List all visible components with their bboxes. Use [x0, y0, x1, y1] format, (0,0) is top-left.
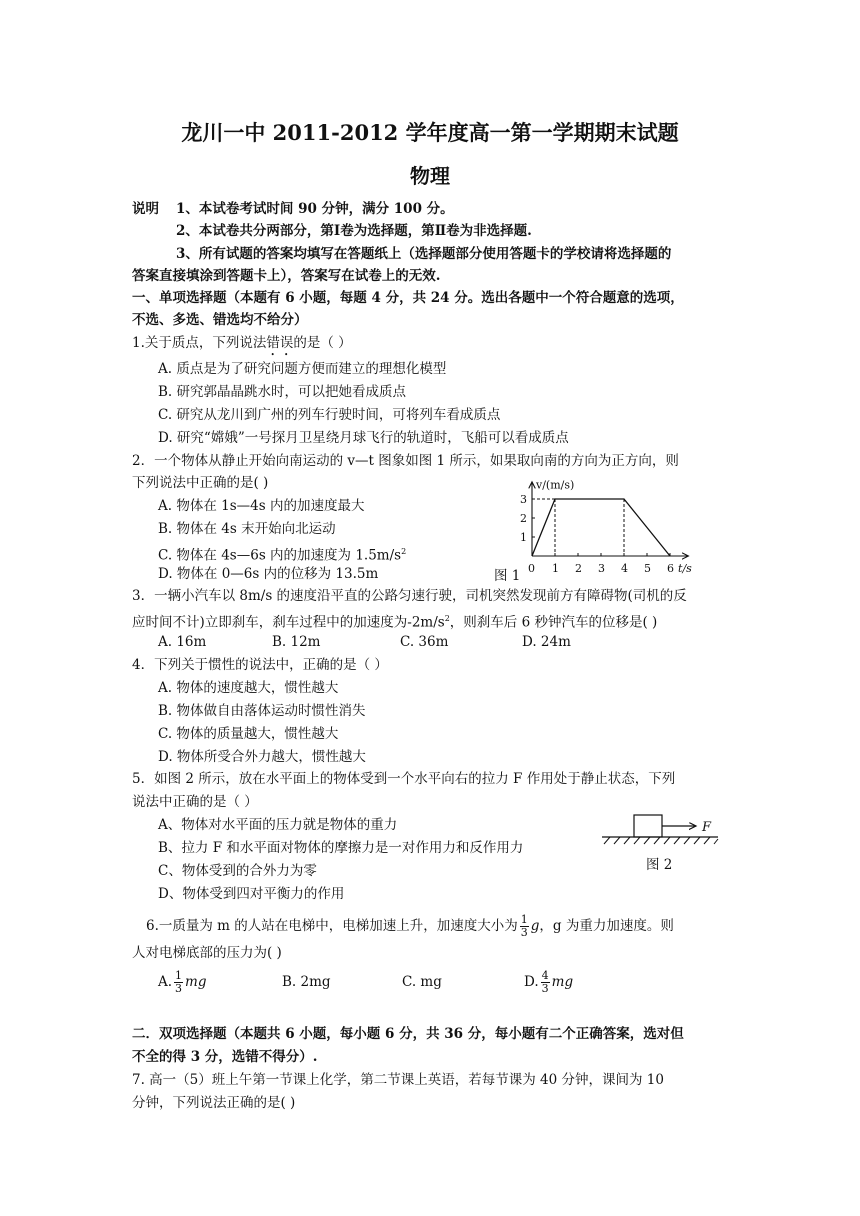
q1-option-b: B. 研究郭晶晶跳水时，可以把她看成质点: [158, 384, 407, 400]
q3-stem-b: 应时间不计)立即刹车，刹车过程中的加速度为-2m/s: [132, 614, 445, 631]
q5-option-c: C、物体受到的合外力为零: [158, 863, 317, 879]
figure-1-caption: 图 1: [494, 568, 521, 584]
figure-1-vt-graph: [490, 476, 690, 581]
q6-a-mg: mg: [185, 974, 207, 990]
question-6-stem-cont: 人对电梯底部的压力为( ): [132, 945, 282, 961]
q1-option-a: A. 质点是为了研究问题方便而建立的理想化模型: [158, 361, 447, 377]
q6-d-fraction: [541, 970, 550, 995]
q4-option-a: A. 物体的速度越大，惯性越大: [158, 680, 339, 696]
section-1-heading: 一、单项选择题（本题有 6 小题，每题 4 分，共 24 分。选出各题中一个符合题意的选项，: [132, 290, 684, 306]
q3-stem-c: ，则刹车后 6 秒钟汽车的位移是( ): [449, 614, 658, 631]
question-3-stem-cont: [132, 610, 657, 632]
q6-a-num: 1: [175, 969, 183, 982]
fig1-x-tick-label: 3: [598, 562, 605, 575]
ground-hatching: [604, 837, 718, 844]
q6-a-label: A.: [158, 974, 173, 990]
q6-a-fraction: [174, 970, 183, 995]
fig1-velocity-line: [532, 499, 670, 556]
section-1-heading-cont: 不选、多选、错选均不给分）: [132, 312, 308, 328]
fig1-y-tick-label: 3: [520, 493, 527, 506]
fig1-axes: [528, 479, 692, 575]
question-3-stem: 3．一辆小汽车以 8m/s 的速度沿平直的公路匀速行驶，司机突然发现前方有障碍物(司机的反: [132, 588, 687, 604]
q2-option-c-sup: 2: [401, 547, 407, 556]
q2-option-c-text: C. 物体在 4s—6s 内的加速度为 1.5m/s: [158, 547, 402, 564]
q4-option-b: B. 物体做自由落体运动时惯性消失: [158, 703, 366, 719]
fig1-x-tick-label: 4: [621, 562, 628, 575]
note-1: 1、本试卷考试时间 90 分钟，满分 100 分。: [176, 201, 454, 217]
q3-sup: 2: [444, 614, 450, 623]
q3-option-b: B. 12m: [272, 634, 321, 650]
q2-option-b: B. 物体在 4s 末开始向北运动: [158, 521, 336, 537]
fig1-x-tick-label: 6: [667, 562, 674, 575]
exam-title: 龙川一中 2011-2012 学年度高一第一学期期末试题: [181, 120, 679, 145]
block: [634, 815, 662, 837]
q1-stem-end: 的是（ ）: [293, 335, 352, 351]
q6-d-num: 4: [541, 969, 549, 982]
fig1-ticks: [520, 493, 674, 575]
question-5-stem: 5．如图 2 所示，放在水平面上的物体受到一个水平向右的拉力 F 作用处于静止状态，下列: [132, 771, 676, 787]
force-label: F: [702, 820, 712, 835]
q4-option-d: D. 物体所受合外力越大，惯性越大: [158, 749, 366, 765]
q2-option-a: A. 物体在 1s—4s 内的加速度最大: [158, 498, 365, 514]
q6-frac-num: 1: [520, 913, 528, 926]
q6-option-a: [158, 968, 207, 996]
question-7-stem: 7. 高一（5）班上午第一节课上化学，第二节课上英语，若每节课为 40 分钟，课间为 10: [132, 1072, 664, 1088]
q6-d-den: 3: [541, 982, 549, 995]
fig1-x-tick-label: 1: [552, 562, 559, 575]
q1-stem-text: 1.关于质点，下列说法: [132, 335, 267, 351]
q5-option-d: D、物体受到四对平衡力的作用: [158, 886, 345, 902]
question-1-stem: [132, 334, 352, 359]
q1-option-c: C. 研究从龙川到广州的列车行驶时间，可将列车看成质点: [158, 407, 501, 423]
fig1-x-tick-label: 5: [644, 562, 651, 575]
figure-2-block-diagram: [600, 812, 730, 852]
q5-option-b: B、拉力 F 和水平面对物体的摩擦力是一对作用力和反作用力: [158, 840, 524, 856]
fig1-origin-label: 0: [528, 562, 535, 575]
q6-d-label: D.: [524, 974, 539, 990]
q2-option-d: D. 物体在 0—6s 内的位移为 13.5m: [158, 566, 379, 582]
q5-option-a: A、物体对水平面的压力就是物体的重力: [158, 817, 398, 833]
fig1-x-tick-label: 2: [575, 562, 582, 575]
q3-option-c: C. 36m: [400, 634, 449, 650]
question-5-stem-cont: 说法中正确的是（ ）: [132, 794, 258, 810]
q1-option-d: D. 研究“嫦娥”一号探月卫星绕月球飞行的轨道时，飞船可以看成质点: [158, 430, 569, 446]
fig1-curve: [532, 499, 670, 556]
fig1-y-axis-label: v/(m/s): [536, 478, 575, 492]
q6-a-den: 3: [175, 982, 183, 995]
subject-title: 物理: [410, 164, 450, 188]
q6-stem-b: ，g 为重力加速度。则: [539, 918, 674, 934]
q6-fraction: [520, 914, 529, 939]
note-3-line-1: 3、所有试题的答案均填写在答题纸上（选择题部分使用答题卡的学校请将选择题的: [176, 246, 672, 262]
q3-option-a: A. 16m: [158, 634, 207, 650]
q2-option-c: [158, 543, 406, 565]
q6-d-mg: mg: [551, 974, 574, 990]
question-2-stem: 2．一个物体从静止开始向南运动的 v—t 图象如图 1 所示，如果取向南的方向为正方向，则: [132, 453, 679, 469]
fig1-x-axis-label: t/s: [678, 562, 692, 575]
q3-option-d: D. 24m: [522, 634, 571, 650]
q6-stem-a: 6.一质量为 m 的人站在电梯中，电梯加速上升，加速度大小为: [146, 918, 518, 934]
q1-emphasis: 错误: [266, 335, 294, 351]
figure-2-caption: 图 2: [646, 857, 673, 873]
fig1-y-tick-label: 2: [520, 512, 527, 525]
q6-option-d: [524, 968, 573, 996]
q6-option-b: B. 2mg: [282, 974, 331, 990]
section-2-heading: 二．双项选择题（本题共 6 小题，每小题 6 分，共 36 分，每小题有二个正确答案，选对但: [132, 1026, 684, 1042]
question-7-stem-cont: 分钟，下列说法正确的是( ): [132, 1095, 296, 1111]
fig1-y-tick-label: 1: [520, 531, 527, 544]
q4-option-c: C. 物体的质量越大，惯性越大: [158, 726, 339, 742]
question-4-stem: 4．下列关于惯性的说法中，正确的是（ ）: [132, 657, 388, 673]
question-6-stem: [146, 912, 674, 940]
q6-option-c: C. mg: [402, 974, 442, 990]
q6-frac-den: 3: [520, 926, 528, 939]
note-2: 2、本试卷共分两部分，第Ⅰ卷为选择题，第Ⅱ卷为非选择题.: [176, 223, 532, 239]
section-2-heading-cont: 不全的得 3 分，选错不得分）.: [132, 1049, 318, 1065]
note-3-line-2: 答案直接填涂到答题卡上），答案写在试卷上的无效.: [132, 268, 441, 284]
q6-g: g: [530, 918, 540, 934]
question-2-stem-cont: 下列说法中正确的是( ): [132, 475, 269, 491]
notes-label: 说明: [132, 201, 159, 217]
